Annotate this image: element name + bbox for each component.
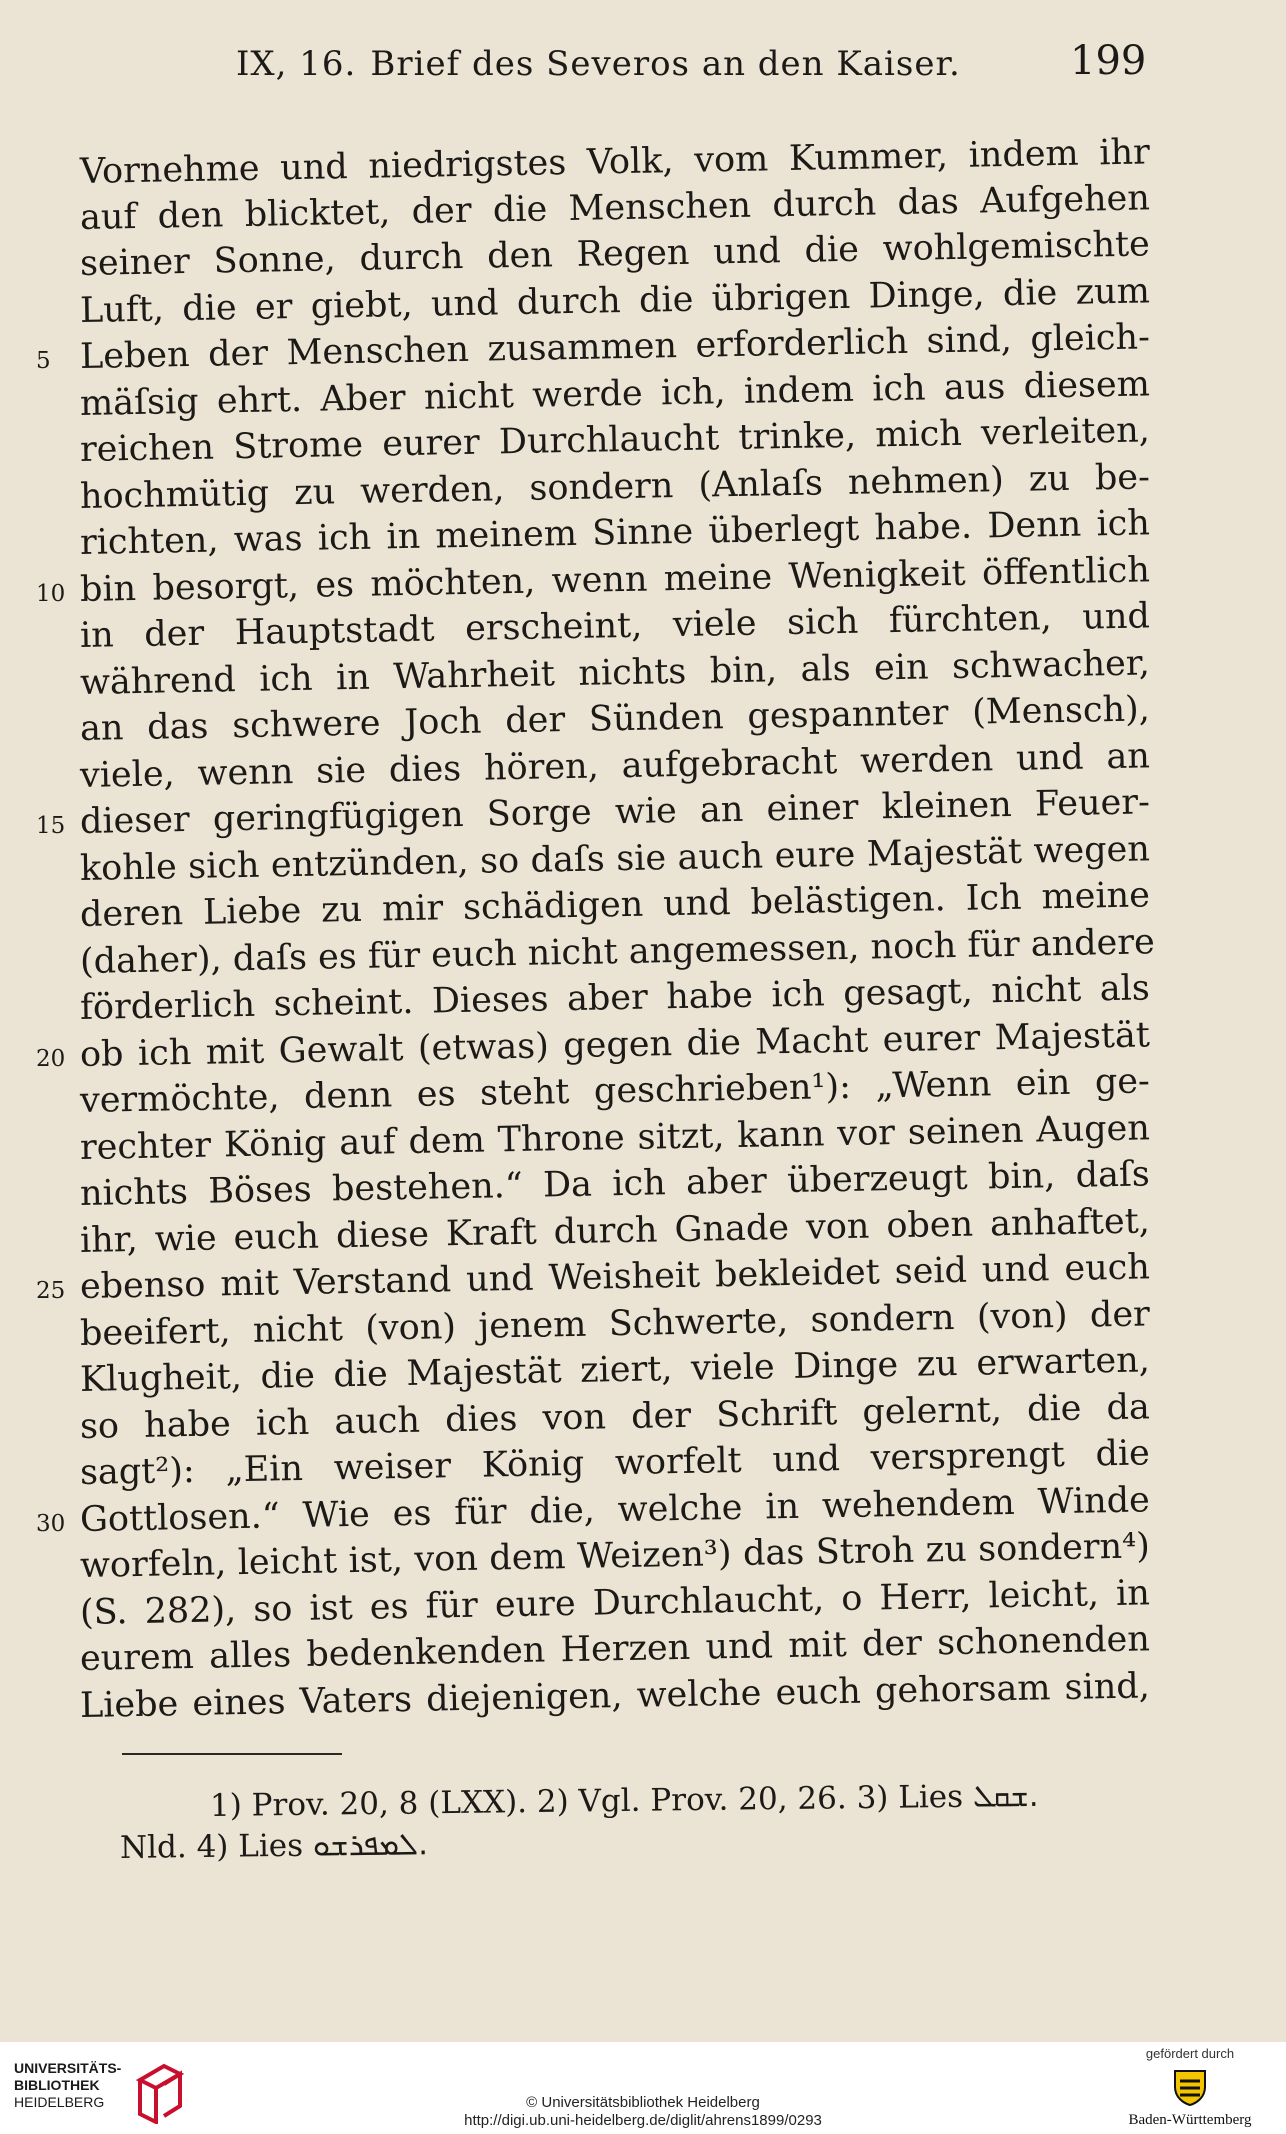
- line-number: 25: [36, 1278, 66, 1304]
- digitization-footer: [0, 2042, 1286, 2134]
- text-line: förderlich scheint. Dieses aber habe ich gesagt, nicht als: [79, 968, 1151, 1028]
- footnote-text: 1) Prov. 20, 8 (LXX). 2) Vgl. Prov. 20, 26. 3) Lies: [209, 1778, 964, 1824]
- syriac-word: ܠܡܦܪܫܘ.: [312, 1826, 429, 1864]
- running-head: [236, 44, 961, 84]
- text-line: viele, wenn sie dies hören, aufgebracht werden und an: [79, 736, 1151, 796]
- text-line: Liebe eines Vaters diejenigen, welche euch gehorsam sind,: [79, 1666, 1151, 1726]
- running-head-title: Brief des Severos an den Kaiser.: [370, 44, 961, 84]
- text-line: ihr, wie euch diese Kraft durch Gnade von oben anhaftet,: [79, 1201, 1151, 1261]
- text-line: deren Liebe zu mir schädigen und belästigen. Ich meine: [79, 875, 1151, 935]
- text-line: bin besorgt, es möchten, wenn meine Wenigkeit öffentlich: [79, 550, 1151, 610]
- text-line: (S. 282), so ist es für eure Durchlaucht, o Herr, leicht, in: [79, 1573, 1151, 1633]
- footnote-rule: [122, 1753, 342, 1755]
- sponsor-block: [1110, 2046, 1270, 2129]
- sponsor-label: gefördert durch: [1145, 2046, 1235, 2061]
- library-name-line: UNIVERSITÄTS-: [14, 2060, 122, 2076]
- text-line: richten, was ich in meinem Sinne überlegt habe. Denn ich: [79, 503, 1151, 563]
- text-line: dieser geringfügigen Sorge wie an einer kleinen Feuer-: [79, 782, 1151, 842]
- permalink[interactable]: http://digi.ub.uni-heidelberg.de/diglit/ahrens1899/0293: [464, 2112, 822, 2129]
- text-line: nichts Böses bestehen.“ Da ich aber überzeugt bin, daſs: [79, 1154, 1151, 1214]
- text-line: beeifert, nicht (von) jenem Schwerte, sondern (von) der: [79, 1294, 1151, 1354]
- text-line: ebenso mit Verstand und Weisheit bekleidet seid und euch: [79, 1247, 1151, 1307]
- text-line: mäſsig ehrt. Aber nicht werde ich, indem ich aus diesem: [79, 364, 1151, 424]
- running-head-ref: IX, 16.: [236, 44, 357, 84]
- line-number: 15: [36, 813, 66, 839]
- text-line: in der Hauptstadt erscheint, viele sich fürchten, und: [79, 596, 1151, 656]
- line-number: 30: [36, 1511, 66, 1537]
- text-line: vermöchte, denn es steht geschrieben¹): „Wenn ein ge-: [79, 1061, 1151, 1121]
- text-line: (daher), daſs es für euch nicht angemessen, noch für andere: [79, 922, 1156, 982]
- line-number: 20: [36, 1046, 66, 1072]
- text-line: Luft, die er giebt, und durch die übrigen Dinge, die zum: [79, 271, 1151, 331]
- line-number: 10: [36, 581, 66, 607]
- text-line: eurem alles bedenkenden Herzen und mit der schonenden: [79, 1619, 1151, 1679]
- copyright-text: © Universitätsbibliothek Heidelberg: [526, 2094, 760, 2111]
- text-line: während ich in Wahrheit nichts bin, als ein schwacher,: [79, 643, 1151, 703]
- text-line: rechter König auf dem Throne sitzt, kann vor seinen Augen: [79, 1108, 1151, 1168]
- text-line: sagt²): „Ein weiser König worfelt und versprengt die: [79, 1433, 1151, 1493]
- text-line: Gottlosen.“ Wie es für die, welche in wehendem Winde: [79, 1480, 1151, 1540]
- line-number: 5: [36, 348, 51, 374]
- text-line: so habe ich auch dies von der Schrift gelernt, die da: [79, 1387, 1151, 1447]
- library-name-line: BIBLIOTHEK: [14, 2077, 100, 2093]
- text-line: seiner Sonne, durch den Regen und die wohlgemischte: [79, 224, 1151, 284]
- footnote-line: [120, 1817, 1170, 1867]
- text-line: an das schwere Joch der Sünden gespannter (Mensch),: [79, 689, 1151, 749]
- page-number: 199: [1070, 38, 1147, 84]
- text-line: kohle sich entzünden, so daſs sie auch eure Majestät wegen: [79, 829, 1151, 889]
- sponsor-name: Baden-Württemberg: [1128, 2112, 1252, 2128]
- text-line: Leben der Menschen zusammen erforderlich sind, gleich-: [79, 317, 1151, 377]
- copyright-notice: [0, 2094, 1286, 2130]
- text-line: worfeln, leicht ist, von dem Weizen³) das Stroh zu sondern⁴): [79, 1526, 1151, 1586]
- text-line: auf den blicktet, der die Menschen durch das Aufgehen: [79, 178, 1151, 238]
- text-line: Klugheit, die die Majestät ziert, viele Dinge zu erwarten,: [79, 1340, 1151, 1400]
- syriac-word: ܫܩܠ.: [972, 1777, 1039, 1815]
- text-line: hochmütig zu werden, sondern (Anlaſs nehmen) zu be-: [79, 457, 1151, 517]
- state-crest-icon: [1169, 2065, 1211, 2107]
- footnote-text: Nld. 4) Lies: [119, 1827, 304, 1866]
- text-line: reichen Strome eurer Durchlaucht trinke, mich verleiten,: [79, 410, 1151, 470]
- library-name-line: HEIDELBERG: [14, 2094, 105, 2110]
- text-line: Vornehme und niedrigstes Volk, vom Kummer, indem ihr: [79, 132, 1151, 192]
- text-line: ob ich mit Gewalt (etwas) gegen die Macht eurer Majestät: [79, 1015, 1151, 1075]
